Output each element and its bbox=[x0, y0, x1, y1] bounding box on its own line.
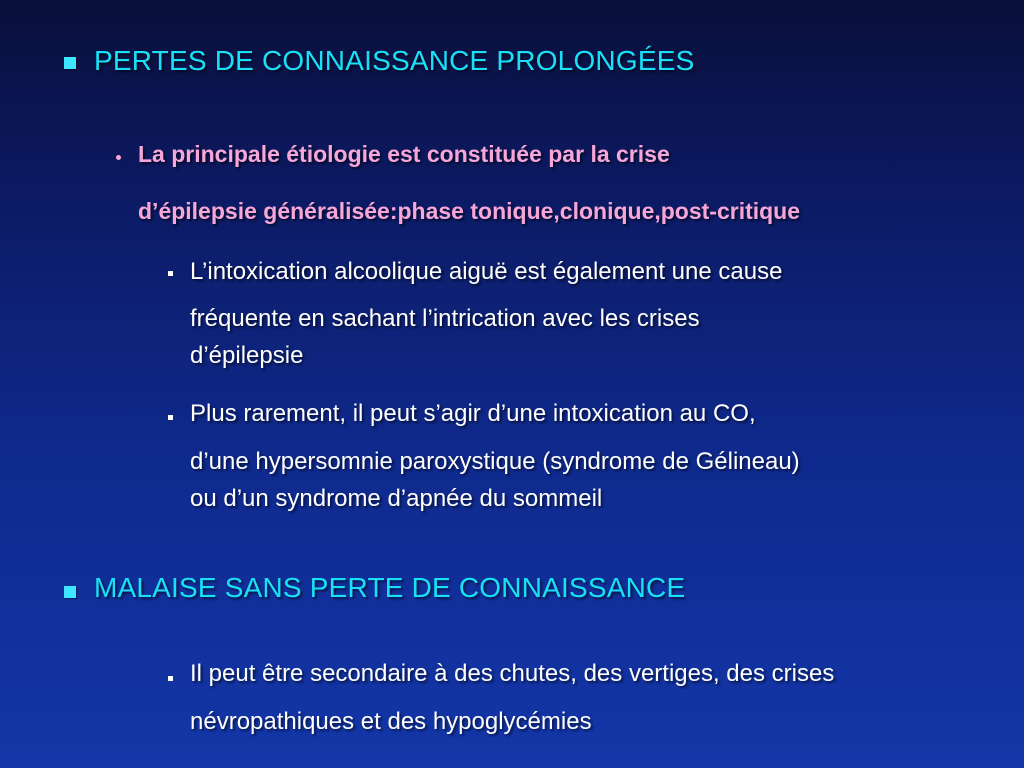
sub-point-line: La principale étiologie est constituée par la crise bbox=[138, 141, 670, 167]
item-line: Plus rarement, il peut s’agir d’une intoxication au CO, bbox=[190, 400, 756, 427]
item-line: ou d’un syndrome d’apnée du sommeil bbox=[190, 485, 603, 512]
item-line: névropathiques et des hypoglycémies bbox=[190, 708, 592, 735]
small-square-bullet-icon bbox=[168, 415, 173, 420]
square-bullet-icon bbox=[64, 586, 76, 598]
item-line: Il peut être secondaire à des chutes, des vertiges, des crises bbox=[190, 660, 835, 687]
small-square-bullet-icon bbox=[168, 676, 173, 681]
item-line: fréquente en sachant l’intrication avec les crises bbox=[190, 305, 700, 332]
section-heading: PERTES DE CONNAISSANCE PROLONGÉES bbox=[94, 45, 695, 76]
section-heading: MALAISE SANS PERTE DE CONNAISSANCE bbox=[94, 572, 686, 603]
square-bullet-icon bbox=[64, 57, 76, 69]
round-bullet-icon bbox=[116, 155, 121, 160]
sub-point-line: d’épilepsie généralisée:phase tonique,clonique,post-critique bbox=[138, 198, 801, 224]
item-line: d’épilepsie bbox=[190, 342, 304, 369]
item-line: d’une hypersomnie paroxystique (syndrome de Gélineau) bbox=[190, 448, 800, 475]
small-square-bullet-icon bbox=[168, 271, 173, 276]
item-line: L’intoxication alcoolique aiguë est également une cause bbox=[190, 258, 783, 285]
